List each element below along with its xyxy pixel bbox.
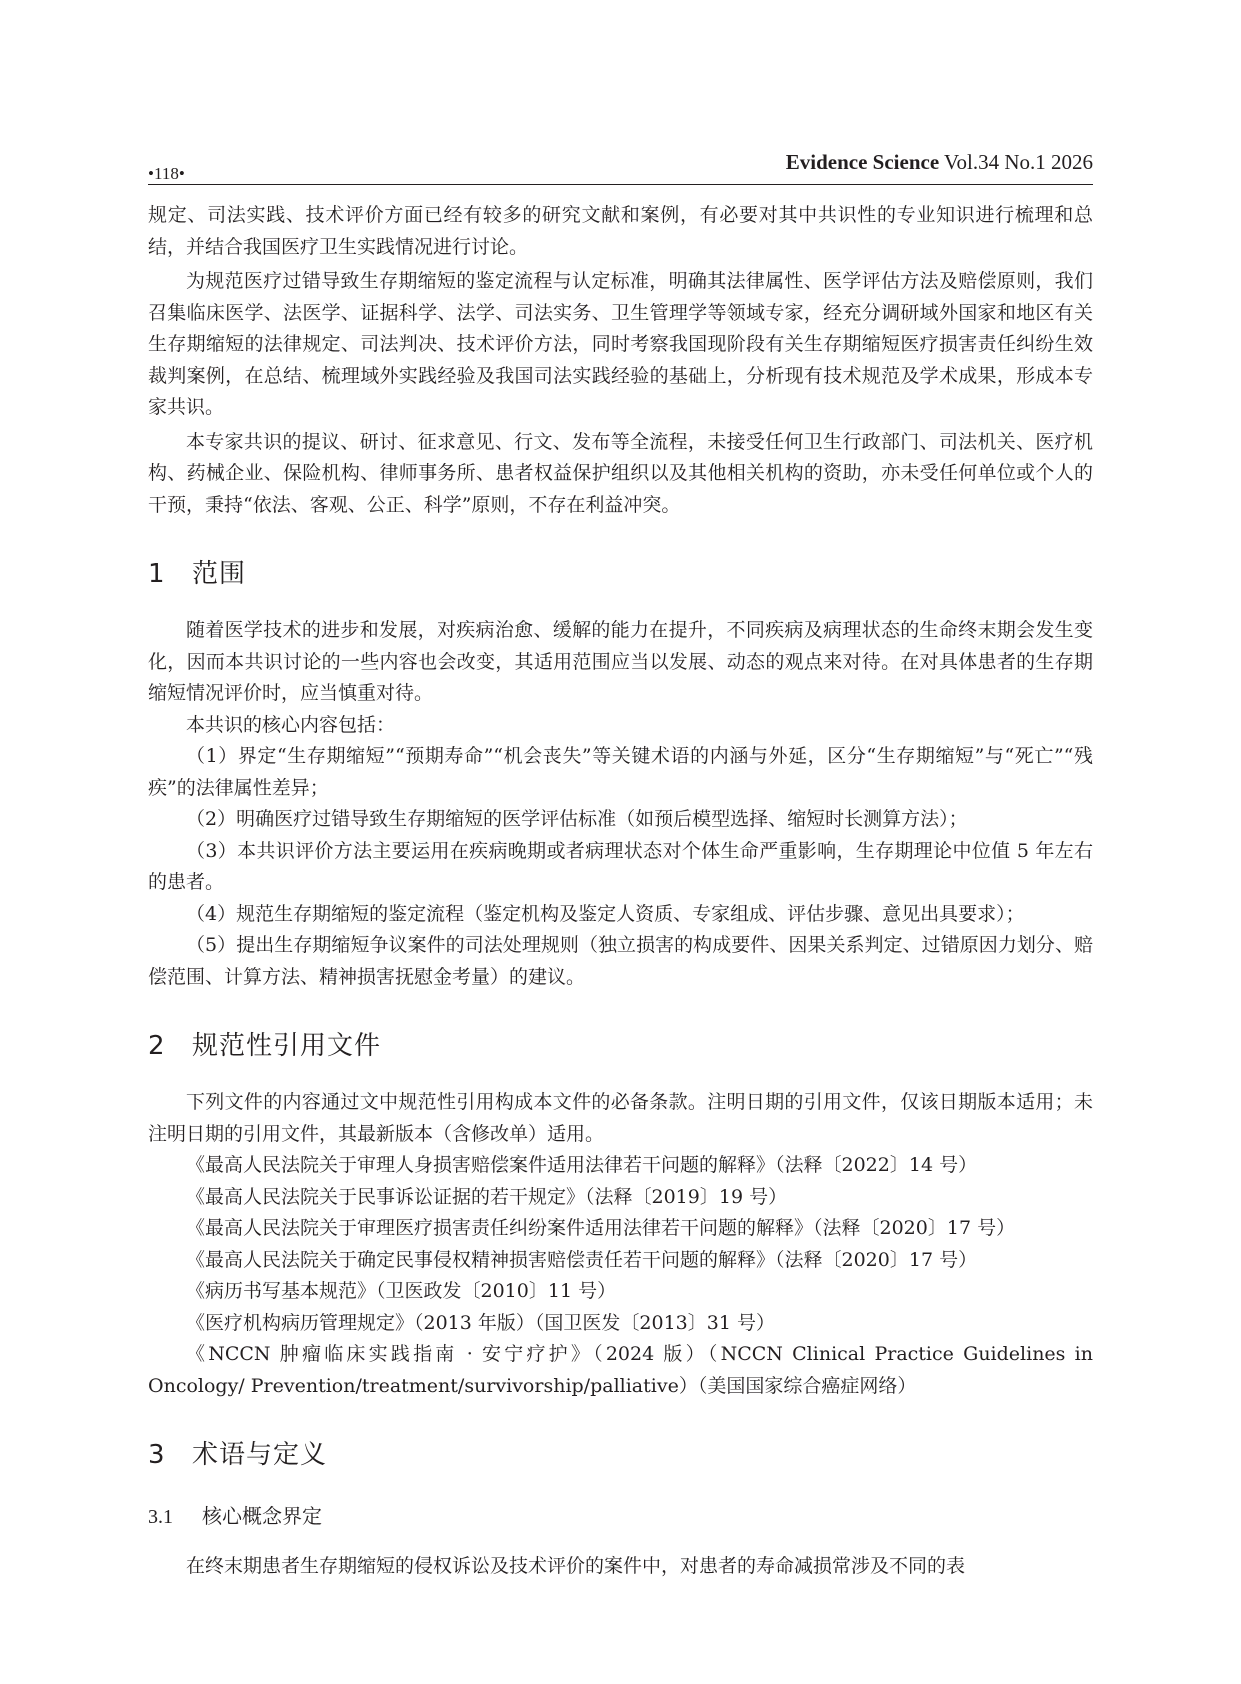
scope-item: （1）界定“生存期缩短”“预期寿命”“机会丧失”等关键术语的内涵与外延，区分“生存期缩短”与“死亡”“残疾”的法律属性差异； [148,745,1093,799]
reference-item: 《最高人民法院关于确定民事侵权精神损害赔偿责任若干问题的解释》（法释〔2020〕17 号） [186,1248,978,1271]
scope-item: （2）明确医疗过错导致生存期缩短的医学评估标准（如预后模型选择、缩短时长测算方法）； [186,808,968,830]
journal-header [786,150,1093,175]
intro-paragraph-3: 本专家共识的提议、研讨、征求意见、行文、发布等全流程，未接受任何卫生行政部门、司法机关、医疗机构、药械企业、保险机构、律师事务所、患者权益保护组织以及其他相关机构的资助，亦未受任何单位或个人的干预，秉持“依法、客观、公正、科学”原则，不存在利益冲突。 [148,430,1093,516]
journal-name: Evidence Science [785,150,940,174]
reference-item: 《病历书写基本规范》（卫医政发〔2010〕11 号） [186,1280,617,1302]
subsection-title: 核心概念界定 [202,1504,322,1528]
section-2-heading [148,1029,1093,1063]
section-3-heading [148,1438,1093,1472]
intro-paragraph-1: 规定、司法实践、技术评价方面已经有较多的研究文献和案例，有必要对其中共识性的专业知识进行梳理和总结，并结合我国医疗卫生实践情况进行讨论。 [148,204,1093,258]
section-1-paragraph-1: 随着医学技术的进步和发展，对疾病治愈、缓解的能力在提升，不同疾病及病理状态的生命终末期会发生变化，因而本共识讨论的一些内容也会改变，其适用范围应当以发展、动态的观点来对待。在对具体患者的生存期缩短情况评价时，应当慎重对待。 [148,619,1093,704]
scope-item: （5）提出生存期缩短争议案件的司法处理规则（独立损害的构成要件、因果关系判定、过错原因力划分、赔偿范围、计算方法、精神损害抚慰金考量）的建议。 [148,934,1093,988]
page-number: •118• [148,164,185,183]
reference-item: 《最高人民法院关于审理人身损害赔偿案件适用法律若干问题的解释》（法释〔2022〕14 号） [186,1154,978,1176]
section-1-heading [148,557,1093,591]
section-number: 2 [148,1031,166,1061]
reference-item: 《医疗机构病历管理规定》（2013 年版）（国卫医发〔2013〕31 号） [186,1311,775,1334]
journal-issue: Vol.34 No.1 2026 [944,150,1093,174]
section-number: 3 [148,1440,166,1470]
section-2-paragraph-1: 下列文件的内容通过文中规范性引用构成本文件的必备条款。注明日期的引用文件，仅该日期版本适用；未注明日期的引用文件，其最新版本（含修改单）适用。 [148,1091,1093,1145]
reference-item: 《最高人民法院关于审理医疗损害责任纠纷案件适用法律若干问题的解释》（法释〔2020〕17 号） [186,1217,1016,1239]
scope-item: （3）本共识评价方法主要运用在疾病晚期或者病理状态对个体生命严重影响，生存期理论中位值 5 年左右的患者。 [148,839,1093,893]
subsection-3-1-heading [148,1502,1093,1531]
subsection-number: 3.1 [148,1506,173,1528]
section-title: 术语与定义 [192,1440,328,1470]
section-3-paragraph-1: 在终末期患者生存期缩短的侵权诉讼及技术评价的案件中，对患者的寿命减损常涉及不同的表 [186,1555,966,1577]
header-rule [148,184,1093,185]
article-body [148,200,1093,1583]
section-title: 规范性引用文件 [192,1031,382,1061]
scope-item: （4）规范生存期缩短的鉴定流程（鉴定机构及鉴定人资质、专家组成、评估步骤、意见出具要求）； [186,902,1025,925]
reference-item: 《NCCN 肿瘤临床实践指南 · 安宁疗护》（2024 版）（NCCN Clinical Practice Guidelines in Oncology/ Prevention/treatment/survivorship/palliative）（美国国家综合癌症网络） [148,1343,1093,1397]
section-title: 范围 [192,559,247,589]
section-1-paragraph-2: 本共识的核心内容包括： [186,713,396,736]
section-number: 1 [148,559,166,589]
reference-item: 《最高人民法院关于民事诉讼证据的若干规定》（法释〔2019〕19 号） [186,1185,788,1208]
intro-paragraph-2: 为规范医疗过错导致生存期缩短的鉴定流程与认定标准，明确其法律属性、医学评估方法及赔偿原则，我们召集临床医学、法医学、证据科学、法学、司法实务、卫生管理学等领域专家，经充分调研域外国家和地区有关生存期缩短的法律规定、司法判决、技术评价方法，同时考察我国现阶段有关生存期缩短医疗损害责任纠纷生效裁判案例，在总结、梳理域外实践经验及我国司法实践经验的基础上，分析现有技术规范及学术成果，形成本专家共识。 [148,270,1093,418]
